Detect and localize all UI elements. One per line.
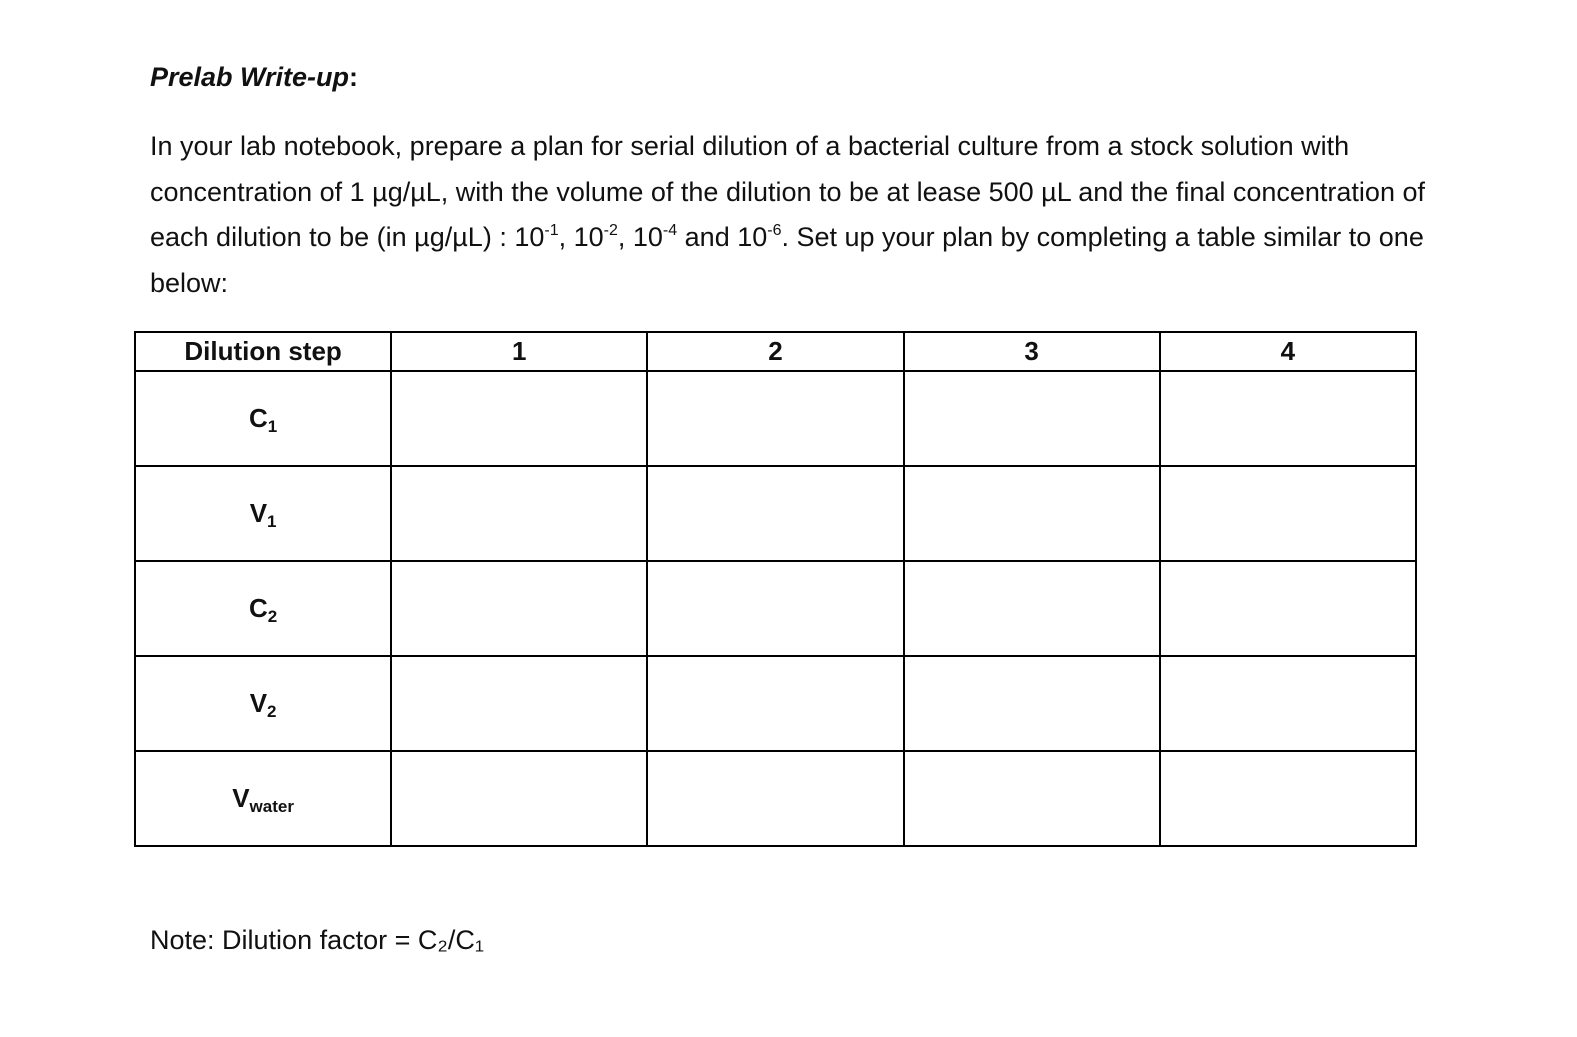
table-row [135,751,1416,846]
table-cell [1160,656,1416,751]
exponent-4: -6 [767,222,782,239]
table-cell [1160,466,1416,561]
table-cell [1160,751,1416,846]
header-step-2: 2 [647,332,903,371]
table-cell [647,751,903,846]
row-label-main: V [232,783,250,813]
table-row [135,656,1416,751]
prelab-heading [150,58,358,96]
row-label-subscript: 1 [267,512,277,531]
table-cell [1160,371,1416,466]
table-cell [391,466,647,561]
row-label-main: V [249,498,268,528]
table-cell [647,466,903,561]
instructions-text-4: and 10 [677,222,768,252]
instructions-text-5: . Set up your plan by completing a table similar to one below: [150,222,1424,298]
prelab-heading-title: Prelab Write-up [150,62,350,92]
table-cell [904,561,1160,656]
table-cell [904,371,1160,466]
table-header-row [135,332,1416,371]
table-cell [904,751,1160,846]
table-cell [391,561,647,656]
row-label-vwater [135,751,391,846]
table-cell [391,656,647,751]
row-label-subscript: 2 [267,702,277,721]
dilution-plan-table [134,331,1417,847]
prelab-heading-colon: : [349,62,359,92]
table-row [135,371,1416,466]
row-label-main: V [249,688,268,718]
header-step-4: 4 [1160,332,1416,371]
exponent-2: -2 [603,222,618,239]
row-label-subscript: 2 [267,607,278,626]
header-step-3: 3 [904,332,1160,371]
table-row [135,561,1416,656]
table-cell [904,466,1160,561]
row-label-subscript: water [249,797,294,816]
row-label-main: C [248,403,268,433]
header-dilution-step: Dilution step [135,332,391,371]
row-label-v1 [135,466,391,561]
table-cell [647,561,903,656]
table-cell [391,751,647,846]
row-label-main: C [248,593,268,623]
table-row [135,466,1416,561]
table-cell [1160,561,1416,656]
instructions-text-2: , 10 [558,222,604,252]
row-label-subscript: 1 [267,417,278,436]
row-label-v2 [135,656,391,751]
row-label-c1 [135,371,391,466]
table-cell [904,656,1160,751]
dilution-factor-note: Note: Dilution factor = C₂/C₁ [150,925,484,955]
header-step-1: 1 [391,332,647,371]
row-label-c2 [135,561,391,656]
instructions-text-3: , 10 [617,222,663,252]
table-cell [391,371,647,466]
exponent-3: -4 [662,222,678,239]
instructions-text-1: In your lab notebook, prepare a plan for serial dilution of a bacterial culture from a stock solution with concentration of 1 µg/µL, with the volume of the dilution to be at lease 500 µL and the final concentration of each dilution to be (in µg/µL) : 10 [150,131,1425,252]
table-cell [647,371,903,466]
table-cell [647,656,903,751]
exponent-1: -1 [544,222,559,239]
instructions-paragraph [150,124,1440,306]
